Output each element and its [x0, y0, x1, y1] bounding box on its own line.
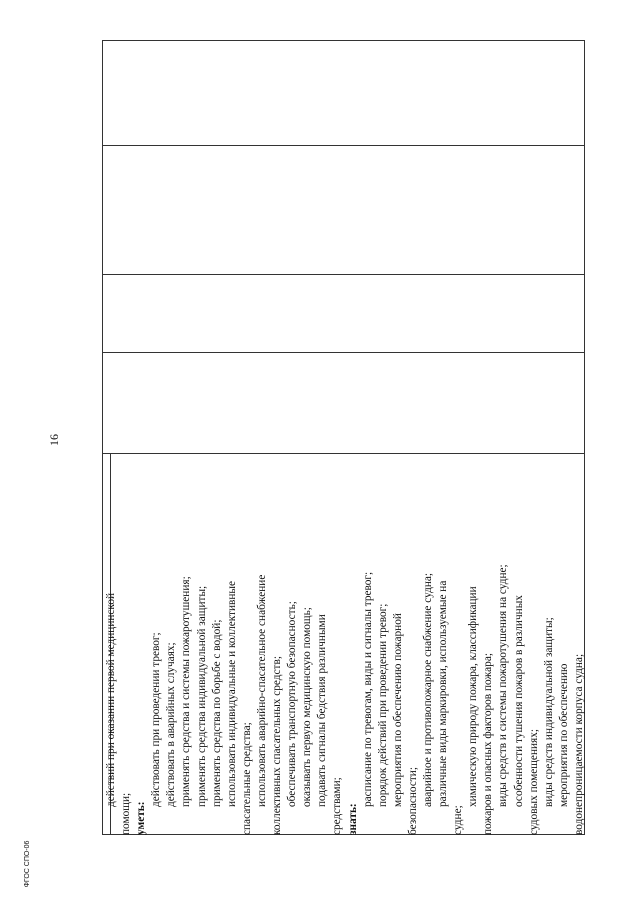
text-line: безопасности;	[406, 767, 419, 835]
text-line: применять средства индивидуальной защиты;	[195, 585, 208, 807]
text-line: судне;	[452, 805, 465, 835]
text-line: средствами;	[331, 777, 344, 835]
text-line: различные виды маркировки, используемые на	[437, 580, 450, 807]
text-line: действовать в аварийных случаях;	[165, 642, 178, 807]
page-number: 16	[47, 434, 61, 446]
text-line: подавать сигналы бедствия различными	[316, 614, 329, 807]
text-line: использовать аварийно-спасательное снабжение	[255, 574, 268, 807]
competency-cell-text	[104, 457, 588, 835]
text-line: расписание по тревогам, виды и сигналы тревог;	[361, 571, 374, 807]
section-heading-uметь: уметь:	[135, 801, 148, 835]
text-line: мероприятия по обеспечению пожарной	[391, 613, 404, 807]
text-line: коллективных спасательных средств;	[271, 656, 284, 835]
column-divider	[102, 274, 585, 275]
table-border-top	[102, 40, 585, 41]
text-line: химическую природу пожара, классификации	[467, 586, 480, 807]
text-line: судовых помещениях;	[527, 728, 540, 835]
text-line: пожаров и опасных факторов пожара;	[482, 653, 495, 835]
section-heading-znat: знать:	[346, 803, 359, 835]
document-footer: ФГОС СПО-06	[24, 840, 31, 888]
text-line: действовать при проведении тревог;	[150, 632, 163, 807]
text-line: особенности тушения пожаров в различных	[512, 595, 525, 807]
text-line: спасательные средства;	[240, 722, 253, 835]
text-line: помощи;	[120, 792, 133, 835]
text-line: обеспечивать транспортную безопасность;	[286, 601, 299, 807]
text-line: действий при оказании первой медицинской	[105, 592, 117, 807]
table-border-left	[102, 40, 103, 835]
text-line: порядок действий при проведении тревог;	[376, 603, 389, 807]
text-line: использовать индивидуальные и коллективные	[225, 580, 238, 807]
text-line: применять средства по борьбе с водой;	[210, 619, 223, 807]
column-divider	[102, 453, 585, 454]
column-divider	[102, 145, 585, 146]
text-line: виды средств и системы пожаротушения на судне;	[497, 564, 510, 807]
text-line: аварийное и противопожарное снабжение судна;	[421, 572, 434, 807]
text-line: мероприятия по обеспечению	[557, 663, 570, 807]
column-divider	[102, 352, 585, 353]
text-line: виды средств индивидуальной защиты;	[542, 617, 555, 807]
text-line: оказывать первую медицинскую помощь;	[301, 607, 314, 807]
text-line: водонепроницаемости корпуса судна;	[572, 653, 585, 835]
text-line: применять средства и системы пожаротушения;	[180, 576, 193, 807]
